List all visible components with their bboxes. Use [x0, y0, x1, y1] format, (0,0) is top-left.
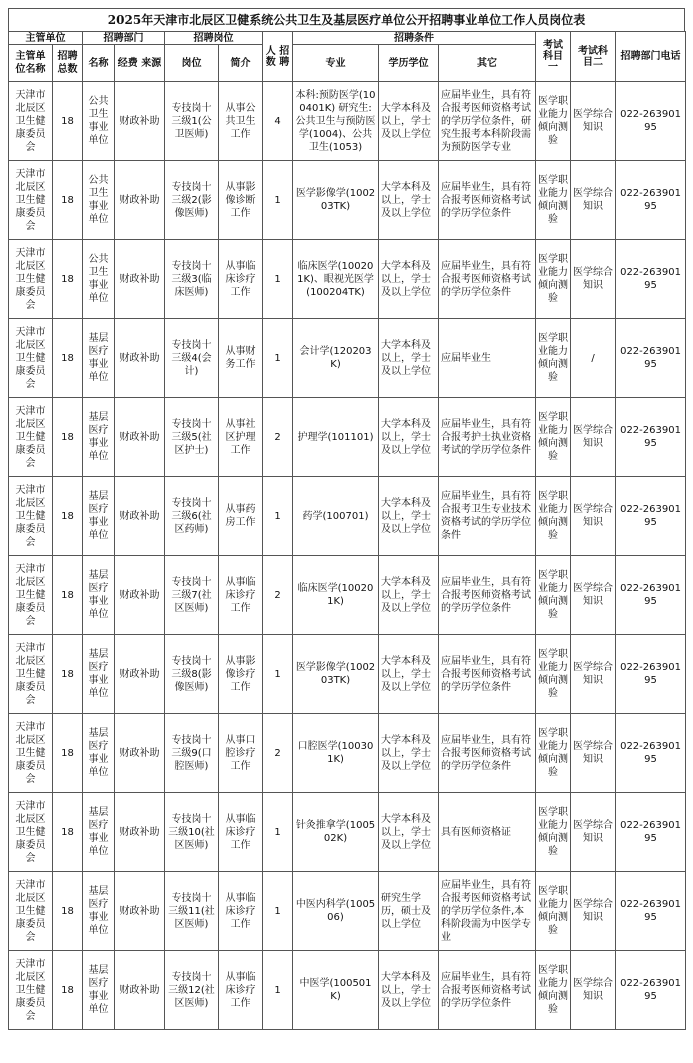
cell-count: 2 [263, 556, 293, 635]
cell-total: 18 [53, 714, 83, 793]
cell-exam2: 医学综合知识 [571, 635, 616, 714]
cell-phone: 022-26390195 [616, 240, 686, 319]
cell-phone: 022-26390195 [616, 793, 686, 872]
cell-main-unit: 天津市北辰区卫生健康委员会 [9, 556, 53, 635]
cell-exam2: 医学综合知识 [571, 240, 616, 319]
positions-table [8, 31, 686, 1030]
cell-main-unit: 天津市北辰区卫生健康委员会 [9, 161, 53, 240]
cell-count: 1 [263, 240, 293, 319]
cell-exam1: 医学职业能力倾向测验 [536, 714, 571, 793]
table-row [9, 635, 686, 714]
cell-exam2: 医学综合知识 [571, 556, 616, 635]
cell-post: 专技岗十三级8(影像医师) [165, 635, 219, 714]
cell-post: 专技岗十三级1(公卫医师) [165, 82, 219, 161]
cell-exam1: 医学职业能力倾向测验 [536, 161, 571, 240]
recruitment-sheet [8, 8, 685, 1030]
cell-exam2: 医学综合知识 [571, 161, 616, 240]
header-post-name: 岗位 [165, 45, 219, 82]
cell-dept: 基层医疗事业单位 [83, 793, 115, 872]
header-phone: 招聘部门电话 [616, 32, 686, 82]
cell-dept: 基层医疗事业单位 [83, 951, 115, 1030]
cell-total: 18 [53, 240, 83, 319]
table-row [9, 477, 686, 556]
cell-brief: 从事临床诊疗工作 [219, 793, 263, 872]
cell-phone: 022-26390195 [616, 319, 686, 398]
table-row [9, 161, 686, 240]
header-total: 招聘 总数 [53, 45, 83, 82]
cell-phone: 022-26390195 [616, 872, 686, 951]
cell-edu: 大学本科及以上，学士及以上学位 [379, 161, 439, 240]
cell-fund: 财政补助 [115, 951, 165, 1030]
cell-dept: 基层医疗事业单位 [83, 319, 115, 398]
cell-major: 本科:预防医学(100401K) 研究生:公共卫生与预防医学(1004)、公共卫生(1053) [293, 82, 379, 161]
cell-total: 18 [53, 319, 83, 398]
cell-exam2: / [571, 319, 616, 398]
cell-main-unit: 天津市北辰区卫生健康委员会 [9, 793, 53, 872]
cell-exam2: 医学综合知识 [571, 793, 616, 872]
cell-other: 应届毕业生，具有符合报考医师资格考试的学历学位条件,本科阶段需为中医学专业 [439, 872, 536, 951]
cell-exam1: 医学职业能力倾向测验 [536, 477, 571, 556]
cell-total: 18 [53, 161, 83, 240]
cell-count: 1 [263, 635, 293, 714]
cell-main-unit: 天津市北辰区卫生健康委员会 [9, 319, 53, 398]
cell-count: 2 [263, 398, 293, 477]
cell-post: 专技岗十三级12(社区医师) [165, 951, 219, 1030]
cell-exam1: 医学职业能力倾向测验 [536, 556, 571, 635]
cell-post: 专技岗十三级6(社区药师) [165, 477, 219, 556]
cell-edu: 大学本科及以上，学士及以上学位 [379, 951, 439, 1030]
cell-exam1: 医学职业能力倾向测验 [536, 951, 571, 1030]
cell-brief: 从事口腔诊疗工作 [219, 714, 263, 793]
cell-edu: 大学本科及以上，学士及以上学位 [379, 556, 439, 635]
table-row [9, 556, 686, 635]
cell-exam2: 医学综合知识 [571, 872, 616, 951]
cell-brief: 从事影像诊疗工作 [219, 635, 263, 714]
cell-major: 口腔医学(100301K) [293, 714, 379, 793]
cell-fund: 财政补助 [115, 477, 165, 556]
cell-dept: 基层医疗事业单位 [83, 714, 115, 793]
cell-phone: 022-26390195 [616, 714, 686, 793]
cell-major: 医学影像学(100203TK) [293, 161, 379, 240]
cell-exam1: 医学职业能力倾向测验 [536, 872, 571, 951]
cell-main-unit: 天津市北辰区卫生健康委员会 [9, 714, 53, 793]
cell-brief: 从事药房工作 [219, 477, 263, 556]
cell-post: 专技岗十三级7(社区医师) [165, 556, 219, 635]
cell-other: 应届毕业生，具有符合报考医师资格考试的学历学位条件 [439, 240, 536, 319]
cell-post: 专技岗十三级10(社区医师) [165, 793, 219, 872]
cell-brief: 从事财务工作 [219, 319, 263, 398]
cell-fund: 财政补助 [115, 872, 165, 951]
cell-dept: 公共卫生事业单位 [83, 161, 115, 240]
header-exam1: 考试 科目 一 [536, 32, 571, 82]
sheet-title: 2025年天津市北辰区卫健系统公共卫生及基层医疗单位公开招聘事业单位工作人员岗位表 [8, 8, 685, 31]
cell-main-unit: 天津市北辰区卫生健康委员会 [9, 951, 53, 1030]
cell-major: 药学(100701) [293, 477, 379, 556]
cell-post: 专技岗十三级5(社区护士) [165, 398, 219, 477]
cell-exam2: 医学综合知识 [571, 477, 616, 556]
cell-other: 应届毕业生 [439, 319, 536, 398]
cell-count: 1 [263, 161, 293, 240]
cell-other: 应届毕业生，具有符合报考医师资格考试的学历学位条件 [439, 161, 536, 240]
cell-fund: 财政补助 [115, 240, 165, 319]
header-main-unit: 主管单位 [9, 32, 83, 45]
cell-dept: 基层医疗事业单位 [83, 398, 115, 477]
header-major: 专业 [293, 45, 379, 82]
cell-fund: 财政补助 [115, 635, 165, 714]
cell-main-unit: 天津市北辰区卫生健康委员会 [9, 477, 53, 556]
cell-edu: 大学本科及以上，学士及以上学位 [379, 477, 439, 556]
header-conditions: 招聘条件 [293, 32, 536, 45]
cell-other: 应届毕业生，具有符合报考医师资格考试的学历学位条件 [439, 635, 536, 714]
table-row [9, 398, 686, 477]
cell-post: 专技岗十三级4(会计) [165, 319, 219, 398]
cell-count: 1 [263, 477, 293, 556]
cell-major: 临床医学(100201K) [293, 556, 379, 635]
cell-main-unit: 天津市北辰区卫生健康委员会 [9, 872, 53, 951]
cell-phone: 022-26390195 [616, 556, 686, 635]
cell-exam2: 医学综合知识 [571, 398, 616, 477]
cell-phone: 022-26390195 [616, 635, 686, 714]
cell-edu: 大学本科及以上，学士及以上学位 [379, 398, 439, 477]
cell-other: 应届毕业生，具有符合报考卫生专业技术资格考试的学历学位条件 [439, 477, 536, 556]
header-dept-name: 名称 [83, 45, 115, 82]
cell-exam2: 医学综合知识 [571, 82, 616, 161]
cell-fund: 财政补助 [115, 319, 165, 398]
cell-post: 专技岗十三级9(口腔医师) [165, 714, 219, 793]
table-row [9, 951, 686, 1030]
cell-fund: 财政补助 [115, 398, 165, 477]
cell-count: 2 [263, 714, 293, 793]
cell-exam1: 医学职业能力倾向测验 [536, 82, 571, 161]
cell-major: 中医学(100501K) [293, 951, 379, 1030]
cell-exam1: 医学职业能力倾向测验 [536, 319, 571, 398]
cell-total: 18 [53, 477, 83, 556]
cell-other: 具有医师资格证 [439, 793, 536, 872]
cell-phone: 022-26390195 [616, 82, 686, 161]
cell-dept: 公共卫生事业单位 [83, 82, 115, 161]
cell-edu: 大学本科及以上，学士及以上学位 [379, 82, 439, 161]
cell-fund: 财政补助 [115, 793, 165, 872]
cell-edu: 大学本科及以上，学士及以上学位 [379, 793, 439, 872]
cell-edu: 大学本科及以上，学士及以上学位 [379, 635, 439, 714]
table-row [9, 319, 686, 398]
cell-main-unit: 天津市北辰区卫生健康委员会 [9, 398, 53, 477]
cell-other: 应届毕业生，具有符合报考医师资格考试的学历学位条件，研究生报考本科阶段需为预防医学专业 [439, 82, 536, 161]
cell-total: 18 [53, 556, 83, 635]
header-other: 其它 [439, 45, 536, 82]
cell-phone: 022-26390195 [616, 161, 686, 240]
cell-edu: 大学本科及以上，学士及以上学位 [379, 319, 439, 398]
cell-post: 专技岗十三级11(社区医师) [165, 872, 219, 951]
table-row [9, 82, 686, 161]
table-row [9, 714, 686, 793]
header-row-groups [9, 32, 686, 45]
cell-dept: 基层医疗事业单位 [83, 635, 115, 714]
cell-fund: 财政补助 [115, 161, 165, 240]
cell-brief: 从事临床诊疗工作 [219, 872, 263, 951]
cell-major: 医学影像学(100203TK) [293, 635, 379, 714]
cell-major: 临床医学(100201K)、眼视光医学(100204TK) [293, 240, 379, 319]
cell-total: 18 [53, 82, 83, 161]
cell-main-unit: 天津市北辰区卫生健康委员会 [9, 240, 53, 319]
header-fund: 经费 来源 [115, 45, 165, 82]
cell-other: 应届毕业生，具有符合报考护士执业资格考试的学历学位条件 [439, 398, 536, 477]
cell-exam2: 医学综合知识 [571, 951, 616, 1030]
cell-edu: 大学本科及以上，学士及以上学位 [379, 240, 439, 319]
cell-other: 应届毕业生，具有符合报考医师资格考试的学历学位条件 [439, 951, 536, 1030]
cell-total: 18 [53, 635, 83, 714]
header-dept: 招聘部门 [83, 32, 165, 45]
cell-brief: 从事临床诊疗工作 [219, 951, 263, 1030]
cell-count: 1 [263, 319, 293, 398]
cell-count: 1 [263, 951, 293, 1030]
cell-post: 专技岗十三级2(影像医师) [165, 161, 219, 240]
cell-phone: 022-26390195 [616, 398, 686, 477]
cell-brief: 从事临床诊疗工作 [219, 240, 263, 319]
cell-major: 针灸推拿学(100502K) [293, 793, 379, 872]
cell-total: 18 [53, 951, 83, 1030]
table-row [9, 793, 686, 872]
cell-count: 1 [263, 793, 293, 872]
header-post: 招聘岗位 [165, 32, 263, 45]
header-exam2: 考试科 目二 [571, 32, 616, 82]
cell-other: 应届毕业生，具有符合报考医师资格考试的学历学位条件 [439, 714, 536, 793]
cell-brief: 从事社区护理工作 [219, 398, 263, 477]
cell-brief: 从事公共卫生工作 [219, 82, 263, 161]
cell-count: 1 [263, 872, 293, 951]
cell-edu: 大学本科及以上，学士及以上学位 [379, 714, 439, 793]
cell-fund: 财政补助 [115, 556, 165, 635]
cell-dept: 公共卫生事业单位 [83, 240, 115, 319]
cell-fund: 财政补助 [115, 714, 165, 793]
cell-brief: 从事临床诊疗工作 [219, 556, 263, 635]
cell-exam1: 医学职业能力倾向测验 [536, 398, 571, 477]
cell-main-unit: 天津市北辰区卫生健康委员会 [9, 635, 53, 714]
cell-dept: 基层医疗事业单位 [83, 477, 115, 556]
header-edu: 学历学位 [379, 45, 439, 82]
cell-post: 专技岗十三级3(临床医师) [165, 240, 219, 319]
cell-total: 18 [53, 793, 83, 872]
cell-brief: 从事影像诊断工作 [219, 161, 263, 240]
cell-fund: 财政补助 [115, 82, 165, 161]
cell-phone: 022-26390195 [616, 477, 686, 556]
cell-phone: 022-26390195 [616, 951, 686, 1030]
cell-other: 应届毕业生，具有符合报考医师资格考试的学历学位条件 [439, 556, 536, 635]
cell-count: 4 [263, 82, 293, 161]
cell-exam1: 医学职业能力倾向测验 [536, 240, 571, 319]
table-row [9, 240, 686, 319]
cell-total: 18 [53, 872, 83, 951]
cell-main-unit: 天津市北辰区卫生健康委员会 [9, 82, 53, 161]
cell-dept: 基层医疗事业单位 [83, 872, 115, 951]
cell-exam2: 医学综合知识 [571, 714, 616, 793]
cell-total: 18 [53, 398, 83, 477]
header-main-name: 主管单 位名称 [9, 45, 53, 82]
cell-exam1: 医学职业能力倾向测验 [536, 635, 571, 714]
cell-major: 会计学(120203K) [293, 319, 379, 398]
header-count: 人 招 数 聘 [263, 32, 293, 82]
cell-exam1: 医学职业能力倾向测验 [536, 793, 571, 872]
cell-major: 护理学(101101) [293, 398, 379, 477]
cell-major: 中医内科学(100506) [293, 872, 379, 951]
cell-dept: 基层医疗事业单位 [83, 556, 115, 635]
cell-edu: 研究生学历，硕士及以上学位 [379, 872, 439, 951]
table-row [9, 872, 686, 951]
header-brief: 简介 [219, 45, 263, 82]
